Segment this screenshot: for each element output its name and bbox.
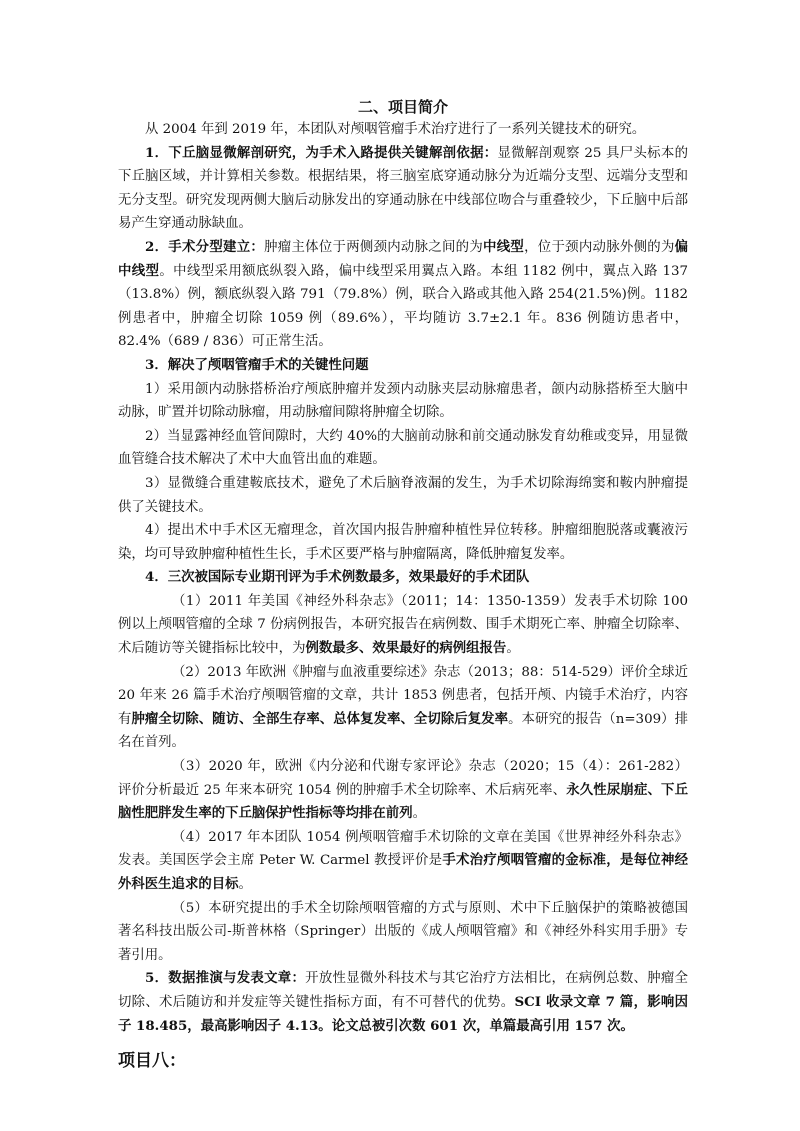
item-3-text: （3）2020 年，欧洲《内分泌和代谢专家评论》杂志（2020；15（4）：261-282）评价分析最近 25 年来本研究 1054 例的肿瘤手术全切除率、术后病死率、: [118, 759, 688, 798]
section-4-item-4: [118, 826, 688, 897]
section-3-heading: 3．解决了颅咽管瘤手术的关键性问题: [145, 356, 369, 373]
section-2-heading: 2．手术分型建立：: [145, 238, 265, 255]
next-project-heading: 项目八：: [118, 1051, 186, 1071]
item-4-end: 。: [238, 877, 252, 892]
item-1-end: 。: [506, 641, 520, 657]
section-5-bold: SCI 收录文章 7 篇，影响因子 18.485，最高影响因子 4.13。论文总被引次数 601 次，单篇最高引用 157 次。: [118, 993, 688, 1034]
section-4-heading: 4．三次被国际专业期刊评为手术例数最多，效果最好的手术团队: [145, 569, 530, 586]
section-title: 二、项目简介: [357, 98, 448, 116]
section-1-text: 显微解剖观察 25 具尸头标本的下丘脑区域，并计算相关参数。根据结果，将三脑室底穿通动脉分为近端分支型、远端分支型和无分支型。研究发现两侧大脑后动脉发出的穿通动脉在中线部位吻合与重叠较少，下丘脑中后部易产生穿通动脉缺血。: [118, 145, 688, 232]
section-2-text-2: ，位于颈内动脉外侧的为: [524, 239, 675, 255]
section-2-paragraph: [118, 236, 688, 354]
item-2-end: 。本研究的报告（n=309）排名在首列。: [118, 711, 689, 751]
intro-paragraph: 从 2004 年到 2019 年，本团队对颅咽管瘤手术治疗进行了一系列关键技术的研究。: [145, 122, 646, 137]
section-4-item-1: [118, 590, 688, 661]
item-3-bold: 永久性尿崩症、下丘脑性肥胖发生率的下丘脑保护性指标等均排在前列: [118, 781, 688, 822]
section-4-item-3: [118, 755, 688, 826]
item-2-text: （2）2013 年欧洲《肿瘤与血液重要综述》杂志（2013；88：514-529）评价全球近 20 年来 26 篇手术治疗颅咽管瘤的文章，共计 1853 例患者，包括开颅、内镜手术治疗，内容有: [118, 664, 688, 727]
section-2-bold-1: 中线型: [483, 238, 525, 255]
section-5-heading: 5．数据推演与发表文章：: [145, 970, 306, 987]
section-3-item-3: 3）显微缝合重建鞍底技术，避免了术后脑脊液漏的发生，为手术切除海绵窦和鞍内肿瘤提供了关键技术。: [118, 475, 688, 515]
section-5-paragraph: [118, 967, 688, 1038]
section-2-text-3: 。中线型采用额底纵裂入路，偏中线型采用翼点入路。本组 1182 例中，翼点入路 137（13.8%）例，额底纵裂入路 791（79.8%）例，联合入路或其他入路 254(21.5%)例。1182 例患者中，肿瘤全切除 1059 例（89.6%），平均随访 3.7±2.1 年。836 例随访患者中，82.4%（689 / 836）可正常生活。: [118, 263, 689, 350]
section-3-item-2: 2）当显露神经血管间隙时，大约 40%的大脑前动脉和前交通动脉发育幼稚或变异，用显微血管缝合技术解决了术中大血管出血的难题。: [118, 428, 688, 468]
section-1-paragraph: [118, 142, 688, 236]
item-1-bold: 例数最多、效果最好的病例组报告: [305, 640, 507, 657]
section-4-item-2: [118, 661, 688, 755]
section-2-bold-2: 偏中线型: [118, 238, 689, 279]
document-body: [118, 96, 688, 1038]
item-4-text: （4）2017 年本团队 1054 例颅咽管瘤手术切除的文章在美国《世界神经外科杂志》发表。美国医学会主席 Peter W. Carmel 教授评价是: [118, 829, 688, 869]
section-1-heading: 1．下丘脑显微解剖研究，为手术入路提供关键解剖依据：: [145, 144, 498, 161]
item-2-bold: 肿瘤全切除、随访、全部生存率、总体复发率、全切除后复发率: [131, 710, 509, 727]
item-1-text: （1）2011 年美国《神经外科杂志》（2011；14：1350-1359）发表手术切除 100 例以上颅咽管瘤的全球 7 份病例报告，本研究报告在病例数、围手术期死亡率、肿瘤全切除率、术后随访等关键指标比较中，为: [118, 593, 688, 657]
section-5-text: 开放性显微外科技术与其它治疗方法相比，在病例总数、肿瘤全切除、术后随访和并发症等关键性指标方面，有不可替代的优势。: [118, 971, 688, 1010]
section-3-item-1: 1）采用颌内动脉搭桥治疗颅底肿瘤并发颈内动脉夹层动脉瘤患者，颌内动脉搭桥至大脑中动脉，旷置并切除动脉瘤，用动脉瘤间隙将肿瘤全切除。: [118, 381, 688, 421]
item-4-bold: 手术治疗颅咽管瘤的金标准，是每位神经外科医生追求的目标: [118, 852, 688, 892]
section-2-text-1: 肿瘤主体位于两侧颈内动脉之间的为: [264, 239, 484, 255]
section-3-item-4: 4）提出术中手术区无瘤理念，首次国内报告肿瘤种植性异位转移。肿瘤细胞脱落或囊液污染，均可导致肿瘤种植性生长，手术区要严格与肿瘤隔离，降低肿瘤复发率。: [118, 523, 688, 562]
section-4-item-5: （5）本研究提出的手术全切除颅咽管瘤的方式与原则、术中下丘脑保护的策略被德国著名科技出版公司-斯普林格（Springer）出版的《成人颅咽管瘤》和《神经外科实用手册》专著引用。: [118, 900, 688, 963]
item-3-end: 。: [412, 806, 426, 822]
